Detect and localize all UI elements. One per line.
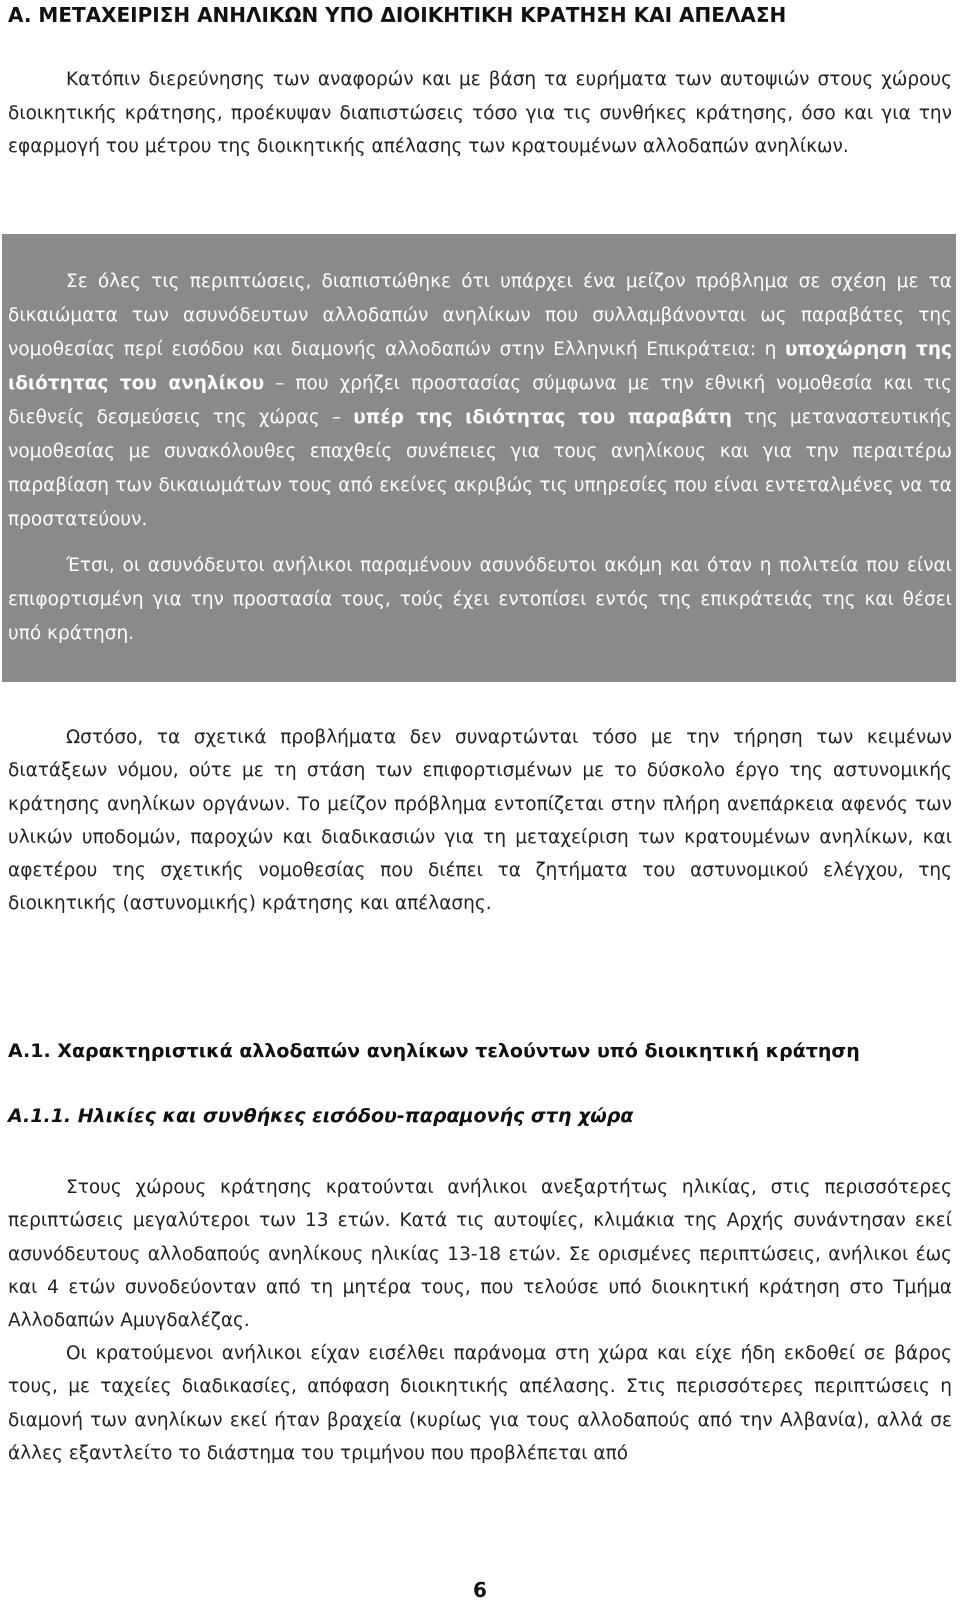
highlight-text-part-1: Σε όλες τις περιπτώσεις, διαπιστώθηκε ότι υπάρχει ένα μείζον πρόβλημα σε σχέση με τα δικαιώματα των ασυνόδευτων αλλοδαπών ανηλίκων που συλλαμβάνονται ως παραβάτες της νομοθεσίας περί εισόδου και διαμονής αλλοδαπών στην Ελληνική Επικράτεια: η xyxy=(8,271,952,360)
page-number: 6 xyxy=(473,1578,487,1602)
section-title: A. ΜΕΤΑΧΕΙΡΙΣΗ ΑΝΗΛΙΚΩΝ ΥΠΟ ΔΙΟΙΚΗΤΙΚΗ ΚΡΑΤΗΣΗ ΚΑΙ ΑΠΕΛΑΣΗ xyxy=(8,3,787,27)
highlight-text-part-3: της μεταναστευτικής νομοθεσίας με συνακόλουθες επαχθείς συνέπειες για τους ανηλίκους και για την περαιτέρω παραβίαση των δικαιωμάτων τους από εκείνες ακριβώς τις υπηρεσίες που είναι εντεταλμένες να τα προστατεύουν. xyxy=(8,407,952,530)
highlight-box xyxy=(2,234,956,682)
intro-paragraph-text: Κατόπιν διερεύνησης των αναφορών και με βάση τα ευρήματα των αυτοψιών στους χώρους διοικητικής κράτησης, προέκυψαν διαπιστώσεις τόσο για τις συνθήκες κράτησης, όσο και για την εφαρμογή του μέτρου της διοικητικής απέλασης των κρατουμένων αλλοδαπών ανηλίκων. xyxy=(8,69,952,157)
paragraph-problems-text: Ωστόσο, τα σχετικά προβλήματα δεν συναρτώνται τόσο με την τήρηση των κειμένων διατάξεων νόμου, ούτε με τη στάση των επιφορτισμένων με το δύσκολο έργο της αστυνομικής κράτησης ανηλίκων οργάνων. Το μείζον πρόβλημα εντοπίζεται στην πλήρη ανεπάρκεια αφενός των υλικών υποδομών, παροχών και διαδικασιών για τη μεταχείριση των κρατουμένων ανηλίκων, και αφετέρου της σχετικής νομοθεσίας που διέπει τα ζητήματα του αστυνομικού ελέγχου, της διοικητικής (αστυνομικής) κράτησης και απέλασης. xyxy=(8,727,952,915)
highlight-paragraph-2-text: Έτσι, οι ασυνόδευτοι ανήλικοι παραμένουν ασυνόδευτοι ακόμη και όταν η πολιτεία που είναι επιφορτισμένη για την προστασία τους, τούς έχει εντοπίσει εντός της επικράτειάς της και θέσει υπό κράτηση. xyxy=(8,555,952,644)
paragraph-entry-conditions xyxy=(8,1337,952,1470)
highlight-text-part-2: – που χρήζει προστασίας σύμφωνα με την εθνική νομοθεσία και τις διεθνείς δεσμεύσεις της χώρας – xyxy=(8,373,953,428)
highlight-bold-minor-status: υποχώρηση της ιδιότητας του ανηλίκου xyxy=(8,339,952,394)
intro-paragraph xyxy=(8,63,952,164)
highlight-paragraph-2 xyxy=(8,549,952,651)
heading-a1: A.1. Χαρακτηριστικά αλλοδαπών ανηλίκων τελούντων υπό διοικητική κράτηση xyxy=(8,1040,860,1062)
paragraph-ages-text: Στους χώρους κράτησης κρατούνται ανήλικοι ανεξαρτήτως ηλικίας, στις περισσότερες περιπτώσεις μεγαλύτεροι των 13 ετών. Κατά τις αυτοψίες, κλιμάκια της Αρχής συνάντησαν εκεί ασυνόδευτους αλλοδαπούς ανηλίκους ηλικίας 13-18 ετών. Σε ορισμένες περιπτώσεις, ανήλικοι έως και 4 ετών συνοδεύονταν από τη μητέρα τους, που τελούσε υπό διοικητική κράτηση στο Τμήμα Αλλοδαπών Αμυγδαλέζας. xyxy=(8,1177,952,1332)
paragraph-problems xyxy=(8,721,952,921)
heading-a1-1: A.1.1. Ηλικίες και συνθήκες εισόδου-παραμονής στη χώρα xyxy=(8,1105,634,1127)
highlight-bold-offender-status: υπέρ της ιδιότητας του παραβάτη xyxy=(353,407,732,428)
highlight-paragraph-1 xyxy=(8,265,952,537)
paragraph-entry-conditions-text: Οι κρατούμενοι ανήλικοι είχαν εισέλθει παράνομα στη χώρα και είχε ήδη εκδοθεί σε βάρος τους, με ταχείες διαδικασίες, απόφαση διοικητικής απέλασης. Στις περισσότερες περιπτώσεις η διαμονή των ανηλίκων εκεί ήταν βραχεία (κυρίως για τους αλλοδαπούς από την Αλβανία), αλλά σε άλλες εξαντλείτο το διάστημα του τριμήνου που προβλέπεται από xyxy=(8,1343,952,1464)
paragraph-ages xyxy=(8,1171,952,1337)
